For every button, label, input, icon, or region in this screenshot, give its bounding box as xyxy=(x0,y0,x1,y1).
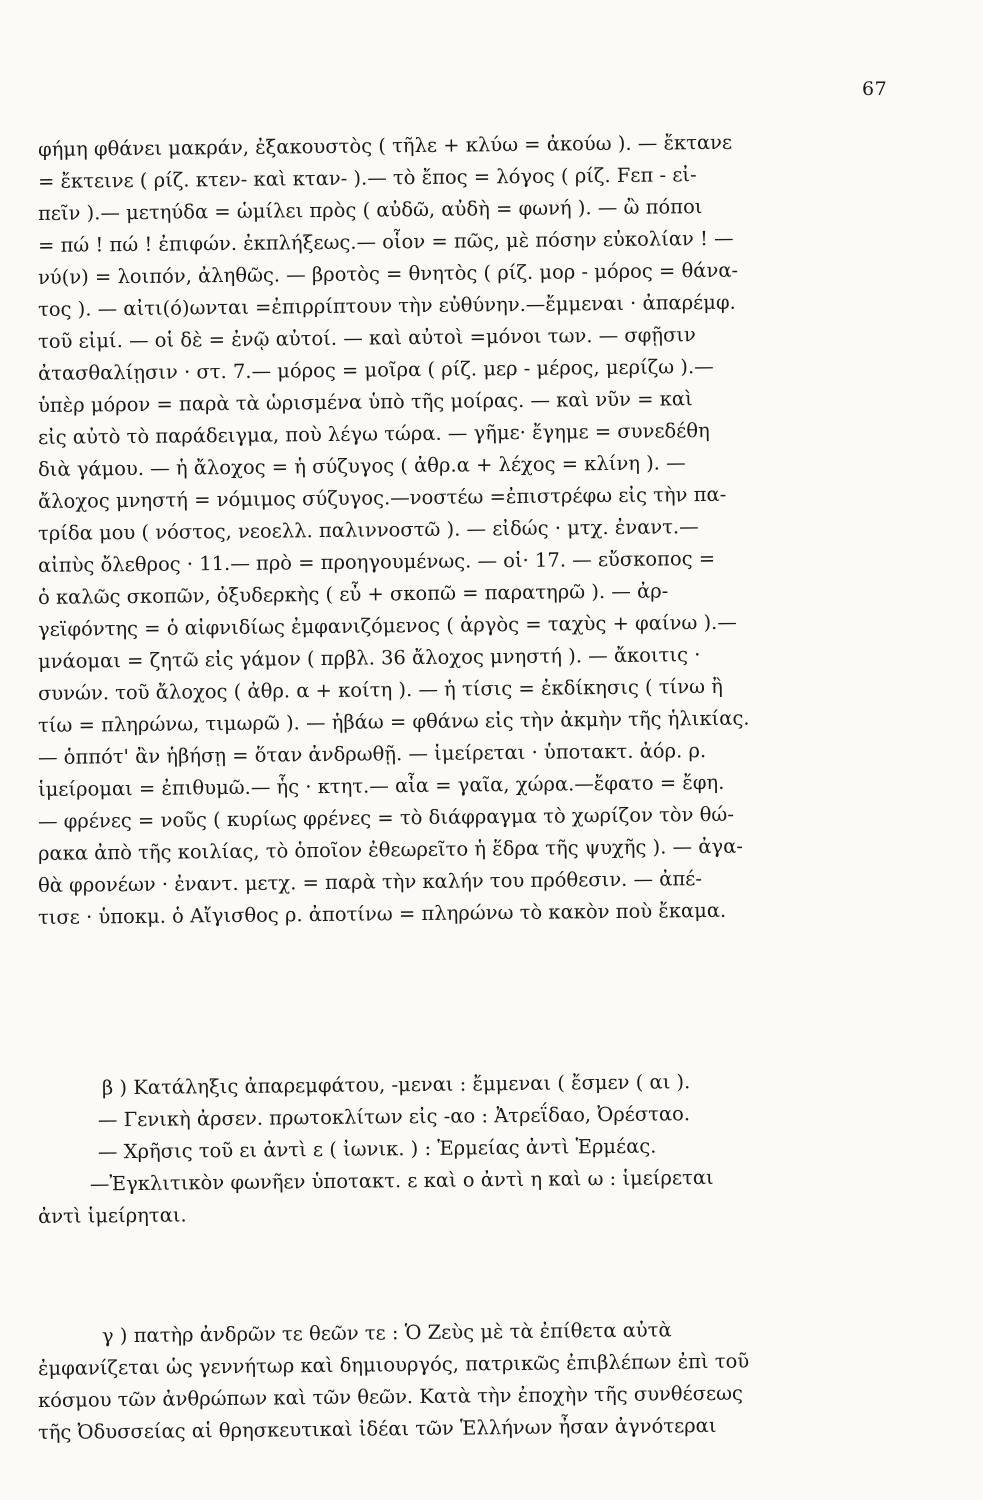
text-line: τρίδα μου ( νόστος, νεοελλ. παλιννοστῶ ). — εἰδώς · μτχ. ἐναντ.— xyxy=(37,515,699,545)
text-line: — φρένες = νοῦς ( κυρίως φρένες = τὸ διάφραγμα τὸ χωρίζον τὸν θώ- xyxy=(37,802,734,833)
text-line: ἀτασθαλίῃσιν · στ. 7.— μόρος = μοῖρα ( ρίζ. μερ - μέρος, μερίζω ).— xyxy=(37,354,714,385)
text-line: — Γενικὴ ἀρσεν. πρωτοκλίτων εἰς -αο : Ἀτρεΐδαο, Ὀρέσταο. xyxy=(97,1102,691,1132)
text-line: συνών. τοῦ ἄλοχος ( ἀθρ. α + κοίτη ). — ἡ τίσις = ἐκδίκησις ( τίνω ἢ xyxy=(37,674,723,705)
text-line: τοῦ εἰμί. — οἱ δὲ = ἐνῷ αὐτοί. — καὶ αὐτοὶ =μόνοι των. — σφῇσιν xyxy=(37,323,696,353)
text-line: αἰπὺς ὄλεθρος · 11.— πρὸ = προηγουμένως. — οἱ· 17. — εὔσκοπος = xyxy=(37,546,716,577)
text-line: τος ). — αἰτι(ό)ωνται =ἐπιρρίπτουν τὴν εὐθύνην.—ἔμμεναι · ἀπαρέμφ. xyxy=(37,290,736,321)
page-number: 67 xyxy=(862,78,888,100)
text-line: ὑπὲρ μόρον = παρὰ τὰ ὡρισμένα ὑπὸ τῆς μοίρας. — καὶ νῦν = καὶ xyxy=(37,387,693,417)
text-line: —Ἐγκλιτικὸν φωνῆεν ὑποτακτ. ε καὶ ο ἀντὶ η καὶ ω : ἱμείρεται xyxy=(89,1165,714,1196)
text-line: γεϊφόντης = ὁ αἰφνιδίως ἐμφανιζόμενος ( ἀργὸς = ταχὺς + φαίνω ).— xyxy=(37,610,737,641)
text-line: νύ(ν) = λοιπόν, ἀληθῶς. — βροτὸς = θνητὸς ( ρίζ. μορ - μόρος = θάνα- xyxy=(37,258,739,289)
text-line: β ) Κατάληξις ἀπαρεμφάτου, -μεναι : ἔμμεναι ( ἔσμεν ( αι ). xyxy=(101,1070,691,1100)
text-line: τίω = πληρώνω, τιμωρῶ ). — ἡβάω = φθάνω εἰς τὴν ἀκμὴν τῆς ἡλικίας. xyxy=(37,706,750,737)
text-line: θὰ φρονέων · ἐναντ. μετχ. = παρὰ τὴν καλήν του πρόθεσιν. — ἀπέ- xyxy=(37,867,703,897)
text-line: διὰ γάμου. — ἡ ἄλοχος = ἡ σύζυγος ( ἀθρ.α + λέχος = κλίνη ). — xyxy=(37,451,686,481)
section-gamma xyxy=(37,1318,918,1449)
text-line: τισε · ὑποκμ. ὁ Αἴγισθος ρ. ἀποτίνω = πληρώνω τὸ κακὸν ποὺ ἔκαμα. xyxy=(37,898,727,929)
text-line: ἄλοχος μνηστή = νόμιμος σύζυγος.—νοστέω =ἐπιστρέφω εἰς τὴν πα- xyxy=(37,482,727,513)
text-line: φήμη φθάνει μακράν, ἐξακουστὸς ( τῆλε + κλύω = ἀκούω ). — ἔκτανε xyxy=(37,130,733,161)
text-line: ἐμφανίζεται ὡς γεννήτωρ καὶ δημιουργός, πατρικῶς ἐπιβλέπων ἐπὶ τοῦ xyxy=(37,1349,750,1380)
commentary-paragraph xyxy=(37,130,918,934)
text-line: = ἔκτεινε ( ρίζ. κτεν- καὶ κταν- ).— τὸ ἔπος = λόγος ( ρίζ. Fεπ - εἰ- xyxy=(37,163,697,193)
text-line: ρακα ἀπὸ τῆς κοιλίας, τὸ ὁποῖον ἐθεωρεῖτο ἡ ἕδρα τῆς ψυχῆς ). — ἀγα- xyxy=(37,834,744,865)
text-line: κόσμου τῶν ἀνθρώπων καὶ τῶν θεῶν. Κατὰ τὴν ἐποχὴν τῆς συνθέσεως xyxy=(37,1381,744,1412)
text-line: ἱμείρομαι = ἐπιθυμῶ.— ἧς · κτητ.— αἶα = γαῖα, χώρα.—ἔφατο = ἔφη. xyxy=(37,770,725,801)
text-line: — Χρῆσις τοῦ ει ἀντὶ ε ( ἰωνικ. ) : Ἑρμείας ἀντὶ Ἑρμέας. xyxy=(97,1134,657,1164)
text-line: ὁ καλῶς σκοπῶν, ὀξυδερκὴς ( εὖ + σκοπῶ = παρατηρῶ ). — ἀρ- xyxy=(37,579,669,609)
text-line: ἀντὶ ἱμείρηται. xyxy=(37,1203,187,1228)
text-line: — ὁππότ' ἂν ἡβήσῃ = ὅταν ἀνδρωθῇ. — ἱμείρεται · ὑποτακτ. ἀόρ. ρ. xyxy=(37,739,707,769)
section-beta xyxy=(37,1070,918,1233)
text-line: = πώ ! πώ ! ἐπιφών. ἐκπλήξεως.— οἷον = πῶς, μὲ πόσην εὐκολίαν ! — xyxy=(37,226,734,257)
text-line: πεῖν ).— μετηύδα = ὡμίλει πρὸς ( αὐδῶ, αὐδὴ = φωνή ). — ὢ πόποι xyxy=(37,195,703,225)
text-line: τῆς Ὀδυσσείας αἱ θρησκευτικαὶ ἰδέαι τῶν Ἑλλήνων ἦσαν ἀγνότεραι xyxy=(37,1413,717,1444)
text-line: μνάομαι = ζητῶ εἰς γάμον ( πρβλ. 36 ἄλοχος μνηστή ). — ἄκοιτις · xyxy=(37,643,701,673)
text-line: εἰς αὐτὸ τὸ παράδειγμα, ποὺ λέγω τώρα. — γῆμε· ἔγημε = συνεδέθη xyxy=(37,418,710,449)
text-line: γ ) πατὴρ ἀνδρῶν τε θεῶν τε : Ὁ Ζεὺς μὲ τὰ ἐπίθετα αὐτὰ xyxy=(101,1318,672,1348)
